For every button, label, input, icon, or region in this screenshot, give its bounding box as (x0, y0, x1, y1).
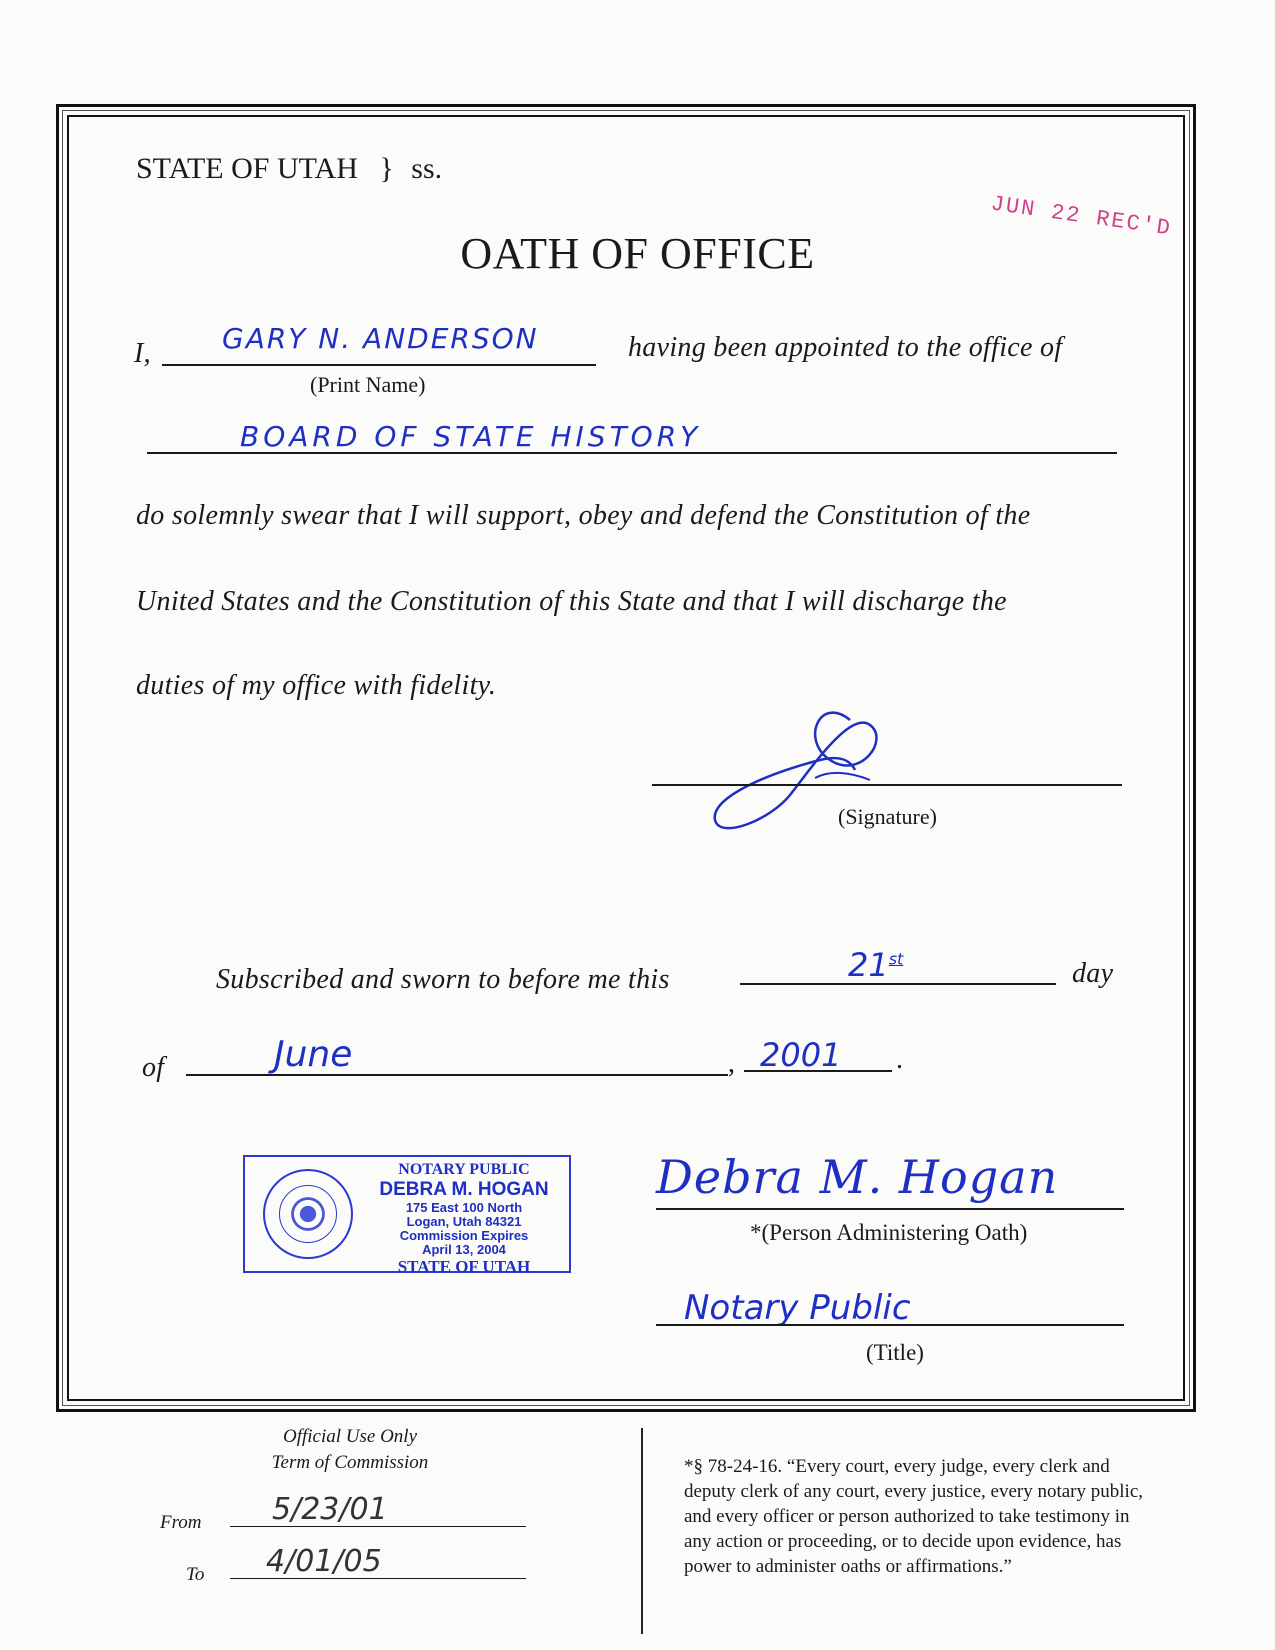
state-brace: } (379, 152, 394, 185)
year-value: 2001 (760, 1036, 842, 1074)
statute-line-1: *§ 78-24-16. “Every court, every judge, every clerk and (684, 1456, 1110, 1477)
statute-line-5: power to administer oaths or affirmations.” (684, 1556, 1012, 1577)
subscribed-text: Subscribed and sworn to before me this (216, 964, 670, 995)
oath-body-line-3: duties of my office with fidelity. (136, 670, 497, 701)
year-period: . (896, 1044, 903, 1075)
state-seal-icon (263, 1169, 353, 1259)
statute-text (684, 1454, 1143, 1579)
stamp-line-2: DEBRA M. HOGAN (379, 1179, 549, 1200)
administrator-line (656, 1208, 1124, 1210)
title-line (656, 1324, 1124, 1326)
stamp-line-4: Logan, Utah 84321 (406, 1214, 522, 1229)
day-suffix: st (888, 949, 904, 969)
month-comma: , (728, 1048, 735, 1079)
footer-divider (641, 1428, 643, 1634)
statute-line-4: any action or proceeding, or to decide upon evidence, has (684, 1531, 1122, 1552)
notary-stamp (243, 1155, 571, 1276)
title-value: Notary Public (684, 1288, 911, 1328)
to-value: 4/01/05 (266, 1544, 382, 1579)
official-use-heading (240, 1424, 460, 1476)
signature-line (652, 784, 1122, 786)
to-label: To (186, 1564, 205, 1585)
print-name-line (162, 364, 596, 366)
official-use-line-1: Official Use Only (282, 1426, 418, 1447)
stamp-line-3: 175 East 100 North (405, 1200, 523, 1215)
appointed-text: having been appointed to the office of (628, 332, 1063, 363)
oath-body-line-1: do solemnly swear that I will support, obey and defend the Constitution of the (136, 500, 1031, 531)
seal-emblem-icon (279, 1185, 337, 1243)
month-line (186, 1074, 728, 1076)
page-title: OATH OF OFFICE (460, 229, 815, 278)
day-value (848, 946, 903, 984)
print-name-caption: (Print Name) (310, 372, 426, 397)
from-value: 5/23/01 (272, 1492, 388, 1527)
state-heading (136, 152, 442, 186)
from-label: From (160, 1512, 202, 1533)
state-name: STATE OF UTAH (136, 152, 358, 185)
stamp-line-5: Commission Expires (399, 1228, 529, 1243)
stamp-line-7: STATE OF UTAH (397, 1257, 531, 1276)
title-caption: (Title) (866, 1340, 924, 1365)
administrator-caption: *(Person Administering Oath) (750, 1220, 1028, 1245)
official-use-line-2: Term of Commission (271, 1452, 429, 1473)
stamp-line-1: NOTARY PUBLIC (398, 1161, 530, 1178)
statute-line-2: deputy clerk of any court, every justice, every notary public, (684, 1481, 1143, 1502)
received-stamp: JUN 22 REC'D (989, 191, 1174, 242)
day-label: day (1072, 958, 1114, 989)
notary-stamp-text (361, 1161, 567, 1277)
day-number: 21 (848, 946, 889, 984)
i-label: I, (134, 338, 151, 369)
print-name-value: GARY N. ANDERSON (222, 322, 539, 355)
statute-line-3: and every officer or person authorized to take testimony in (684, 1506, 1130, 1527)
oath-body-line-2: United States and the Constitution of this State and that I will discharge the (136, 586, 1007, 617)
signature-caption: (Signature) (838, 804, 937, 829)
month-value: June (274, 1034, 353, 1075)
of-label: of (142, 1052, 165, 1083)
stamp-line-6: April 13, 2004 (422, 1242, 506, 1257)
office-value: BOARD OF STATE HISTORY (240, 420, 702, 453)
ss-label: ss. (411, 152, 443, 185)
administrator-signature: Debra M. Hogan (656, 1150, 1059, 1204)
